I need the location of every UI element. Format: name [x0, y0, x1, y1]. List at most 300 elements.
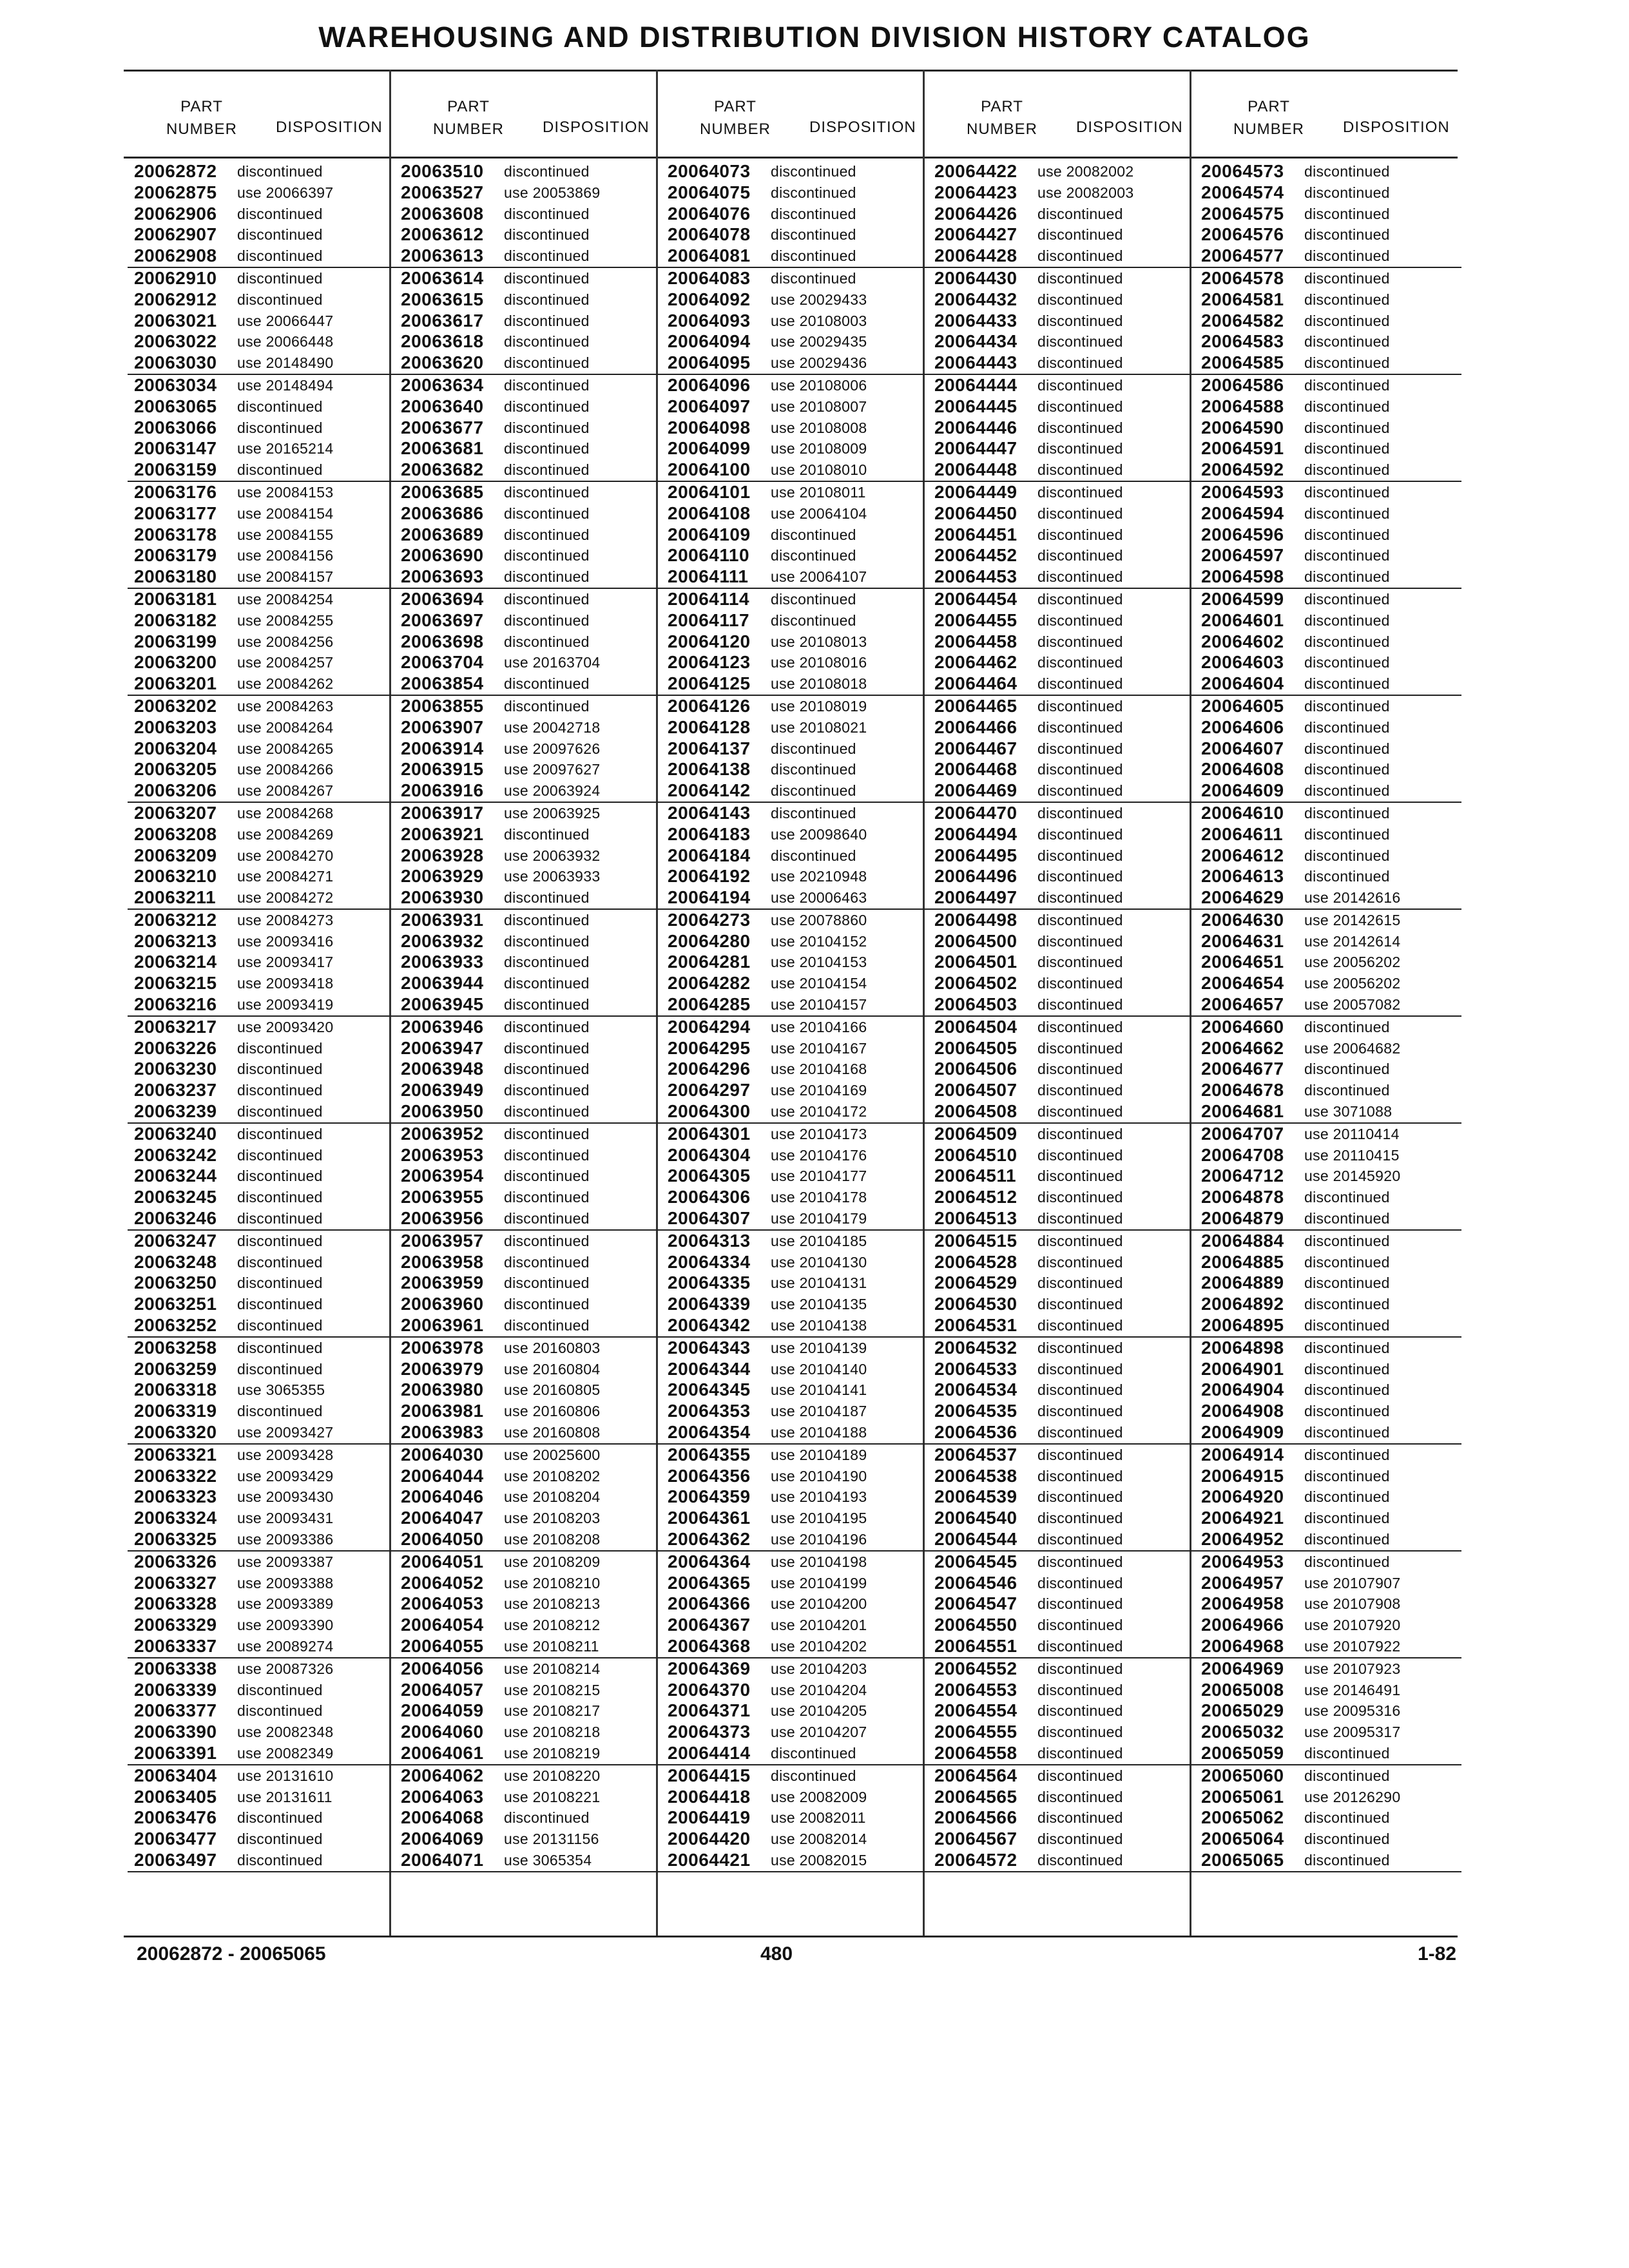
- table-row: [928, 803, 1195, 824]
- disposition: discontinued: [504, 1061, 590, 1078]
- table-row: [128, 482, 394, 503]
- disposition: discontinued: [1037, 1574, 1123, 1591]
- table-row: [1195, 652, 1461, 673]
- part-number: 20063329: [134, 1615, 217, 1635]
- disposition: use 20108018: [771, 675, 867, 693]
- disposition: use 20104185: [771, 1232, 867, 1249]
- disposition: discontinued: [1037, 1488, 1123, 1506]
- part-number: 20064120: [668, 631, 751, 651]
- part-number: 20063324: [134, 1508, 217, 1528]
- part-number: 20063180: [134, 566, 217, 587]
- disposition: use 20104204: [771, 1681, 867, 1698]
- part-number: 20062875: [134, 182, 217, 202]
- table-row: [128, 396, 394, 418]
- table-row: [128, 1787, 394, 1808]
- part-number: 20063916: [401, 780, 484, 801]
- part-number: 20064884: [1201, 1230, 1284, 1251]
- table-row: [928, 589, 1195, 610]
- disposition: discontinued: [1037, 291, 1123, 308]
- table-row: [928, 375, 1195, 396]
- table-row: [394, 1379, 661, 1401]
- table-row: [394, 1850, 661, 1872]
- part-number: 20064295: [668, 1037, 751, 1058]
- disposition: discontinued: [1037, 1702, 1123, 1720]
- table-row: [128, 652, 394, 673]
- part-number: 20063952: [401, 1123, 484, 1144]
- part-number: 20064605: [1201, 695, 1284, 716]
- table-row: [928, 289, 1195, 311]
- disposition: discontinued: [1304, 205, 1390, 222]
- part-number: 20064915: [1201, 1465, 1284, 1486]
- disposition: discontinued: [1304, 1274, 1390, 1292]
- disposition: use 20104207: [771, 1724, 867, 1741]
- table-row: [128, 866, 394, 887]
- table-row: [661, 161, 928, 182]
- part-number: 20064294: [668, 1016, 751, 1037]
- part-number: 20064592: [1201, 459, 1284, 480]
- part-number: 20063216: [134, 994, 217, 1015]
- disposition: use 20108208: [504, 1531, 601, 1548]
- table-row: [1195, 331, 1461, 352]
- table-row: [661, 1101, 928, 1124]
- table-row: [1195, 952, 1461, 973]
- table-row: [128, 545, 394, 566]
- disposition: discontinued: [504, 163, 590, 180]
- part-number: 20063246: [134, 1208, 217, 1229]
- table-row: [661, 780, 928, 803]
- disposition: discontinued: [771, 1767, 856, 1784]
- disposition: discontinued: [1304, 590, 1390, 608]
- part-number: 20064553: [934, 1679, 1017, 1700]
- table-row: [1195, 1208, 1461, 1231]
- disposition: use 20108016: [771, 654, 867, 671]
- part-number: 20064497: [934, 887, 1017, 908]
- table-row: [928, 182, 1195, 204]
- part-number: 20063201: [134, 673, 217, 694]
- part-number: 20065029: [1201, 1700, 1284, 1721]
- disposition: use 20104198: [771, 1553, 867, 1570]
- disposition: use 20108220: [504, 1767, 601, 1784]
- table-row: [661, 1787, 928, 1808]
- disposition: use 20082015: [771, 1851, 867, 1869]
- part-number: 20063933: [401, 952, 484, 972]
- part-number: 20064540: [934, 1508, 1017, 1528]
- disposition: use 20029436: [771, 354, 867, 372]
- disposition: discontinued: [1037, 1510, 1123, 1527]
- part-number: 20064606: [1201, 716, 1284, 737]
- disposition: use 20160808: [504, 1424, 601, 1441]
- table-row: [394, 631, 661, 653]
- disposition: discontinued: [237, 1189, 323, 1206]
- table-row: [128, 524, 394, 546]
- disposition: discontinued: [1304, 398, 1390, 415]
- disposition: discontinued: [1304, 782, 1390, 800]
- table-row: [394, 1101, 661, 1124]
- table-row: [928, 1829, 1195, 1850]
- footer-section: 1-82: [1418, 1943, 1457, 1965]
- part-number: 20064921: [1201, 1508, 1284, 1528]
- catalog-column: [928, 161, 1195, 1872]
- disposition: discontinued: [1037, 1274, 1123, 1292]
- disposition: discontinued: [1037, 1210, 1123, 1227]
- disposition: discontinued: [1037, 1018, 1123, 1035]
- disposition: discontinued: [1304, 1488, 1390, 1506]
- disposition: discontinued: [504, 312, 590, 329]
- disposition: use 20104167: [771, 1039, 867, 1057]
- table-row: [1195, 1445, 1461, 1466]
- part-number: 20063319: [134, 1401, 217, 1421]
- part-number: 20064362: [668, 1529, 751, 1549]
- disposition: discontinued: [771, 847, 856, 864]
- table-row: [394, 1636, 661, 1658]
- part-number: 20065061: [1201, 1786, 1284, 1807]
- table-row: [661, 931, 928, 952]
- table-row: [661, 1273, 928, 1294]
- part-number: 20064537: [934, 1444, 1017, 1465]
- disposition: discontinued: [1037, 547, 1123, 564]
- disposition: use 20093416: [237, 932, 334, 950]
- disposition: discontinued: [771, 590, 856, 608]
- table-row: [661, 204, 928, 225]
- disposition: use 20093388: [237, 1574, 334, 1591]
- part-number: 20064099: [668, 438, 751, 459]
- table-row: [128, 311, 394, 332]
- disposition: use 20108010: [771, 461, 867, 479]
- part-number: 20063215: [134, 973, 217, 994]
- table-row: [928, 1658, 1195, 1680]
- table-row: [128, 204, 394, 225]
- table-row: [1195, 1829, 1461, 1850]
- table-row: [661, 1722, 928, 1743]
- disposition: use 20104195: [771, 1510, 867, 1527]
- part-number: 20063961: [401, 1315, 484, 1336]
- table-row: [128, 824, 394, 845]
- part-number: 20064368: [668, 1635, 751, 1656]
- part-number: 20064566: [934, 1807, 1017, 1828]
- part-number: 20063244: [134, 1166, 217, 1186]
- disposition: discontinued: [237, 226, 323, 244]
- part-number: 20063640: [401, 396, 484, 416]
- disposition: discontinued: [1037, 1809, 1123, 1827]
- disposition: discontinued: [1037, 1724, 1123, 1741]
- part-number: 20063203: [134, 716, 217, 737]
- part-number: 20063690: [401, 545, 484, 566]
- part-number: 20064138: [668, 759, 751, 780]
- part-number: 20064495: [934, 845, 1017, 865]
- disposition: use 20104173: [771, 1125, 867, 1142]
- disposition: discontinued: [504, 505, 590, 522]
- part-number-header: PART NUMBER: [699, 98, 771, 138]
- part-number: 20064371: [668, 1700, 751, 1721]
- part-number: 20063213: [134, 930, 217, 951]
- part-number: 20064469: [934, 780, 1017, 801]
- table-row: [128, 1401, 394, 1422]
- table-row: [661, 952, 928, 973]
- disposition: use 3065354: [504, 1851, 592, 1869]
- part-number: 20064110: [668, 545, 750, 566]
- disposition: use 20107922: [1304, 1637, 1401, 1655]
- disposition: use 20084267: [237, 782, 334, 800]
- part-number: 20063377: [134, 1700, 217, 1721]
- disposition: use 20108212: [504, 1617, 601, 1634]
- table-row: [394, 866, 661, 887]
- part-number: 20064467: [934, 738, 1017, 758]
- table-row: [661, 1552, 928, 1573]
- disposition: discontinued: [237, 1403, 323, 1420]
- table-row: [1195, 182, 1461, 204]
- table-row: [1195, 1700, 1461, 1722]
- table-row: [1195, 1273, 1461, 1294]
- disposition: discontinued: [1304, 847, 1390, 864]
- table-row: [394, 1338, 661, 1359]
- disposition: use 20104202: [771, 1637, 867, 1655]
- table-row: [394, 1252, 661, 1273]
- table-row: [928, 717, 1195, 738]
- part-number: 20064423: [934, 182, 1017, 202]
- disposition: discontinued: [1037, 697, 1123, 715]
- part-number: 20064061: [401, 1742, 484, 1763]
- table-row: [661, 1038, 928, 1059]
- table-row: [928, 1466, 1195, 1487]
- table-row: [1195, 1187, 1461, 1208]
- table-row: [661, 503, 928, 524]
- disposition: discontinued: [237, 1360, 323, 1378]
- part-number: 20063686: [401, 503, 484, 523]
- part-number: 20063404: [134, 1765, 217, 1785]
- disposition: discontinued: [771, 804, 856, 822]
- table-row: [128, 1743, 394, 1765]
- disposition: use 20108003: [771, 312, 867, 329]
- disposition: discontinued: [504, 1018, 590, 1035]
- disposition: use 20104200: [771, 1595, 867, 1613]
- part-number: 20064889: [1201, 1273, 1284, 1293]
- part-number: 20064428: [934, 245, 1017, 266]
- disposition: use 20093417: [237, 954, 334, 971]
- table-row: [661, 1252, 928, 1273]
- part-number: 20064531: [934, 1315, 1017, 1336]
- part-number: 20063915: [401, 759, 484, 780]
- disposition: use 20104179: [771, 1210, 867, 1227]
- table-row: [1195, 1486, 1461, 1508]
- table-row: [394, 438, 661, 459]
- table-row: [928, 1529, 1195, 1552]
- table-row: [394, 459, 661, 482]
- disposition: use 20064107: [771, 568, 867, 586]
- disposition-header: DISPOSITION: [1343, 119, 1450, 136]
- part-number: 20064059: [401, 1700, 484, 1721]
- part-number: 20064051: [401, 1551, 484, 1571]
- table-row: [1195, 1059, 1461, 1080]
- table-row: [661, 182, 928, 204]
- disposition: discontinued: [1304, 440, 1390, 457]
- table-row: [928, 1743, 1195, 1765]
- part-number: 20064612: [1201, 845, 1284, 865]
- disposition: discontinued: [1037, 226, 1123, 244]
- part-number: 20064083: [668, 267, 751, 288]
- table-row: [928, 418, 1195, 439]
- disposition: use 20087326: [237, 1660, 334, 1677]
- table-row: [1195, 1401, 1461, 1422]
- disposition: discontinued: [1037, 1189, 1123, 1206]
- part-number: 20063230: [134, 1059, 217, 1079]
- table-row: [394, 375, 661, 396]
- part-number: 20063681: [401, 438, 484, 459]
- part-number: 20064365: [668, 1572, 751, 1593]
- part-number: 20063405: [134, 1786, 217, 1807]
- disposition: discontinued: [1037, 675, 1123, 693]
- part-number: 20064071: [401, 1849, 484, 1870]
- part-number: 20064361: [668, 1508, 751, 1528]
- disposition: use 20084269: [237, 825, 334, 843]
- table-row: [1195, 1529, 1461, 1552]
- part-number: 20064128: [668, 716, 751, 737]
- table-row: [928, 1593, 1195, 1615]
- disposition: discontinued: [1037, 1831, 1123, 1848]
- table-row: [394, 1038, 661, 1059]
- table-row: [928, 910, 1195, 931]
- part-number: 20063178: [134, 524, 217, 544]
- table-row: [928, 352, 1195, 375]
- table-row: [128, 1252, 394, 1273]
- part-number: 20064651: [1201, 952, 1284, 972]
- table-row: [128, 1187, 394, 1208]
- disposition: discontinued: [504, 1253, 590, 1271]
- disposition: use 20084272: [237, 889, 334, 907]
- disposition: use 20131156: [504, 1831, 599, 1848]
- part-number: 20064143: [668, 802, 751, 823]
- disposition: use 20145920: [1304, 1168, 1401, 1185]
- part-number: 20063614: [401, 267, 484, 288]
- part-number: 20063212: [134, 909, 217, 930]
- disposition: discontinued: [1304, 1210, 1390, 1227]
- part-number: 20063182: [134, 610, 217, 630]
- disposition: discontinued: [1037, 1660, 1123, 1677]
- part-number: 20063960: [401, 1294, 484, 1314]
- part-number: 20064506: [934, 1059, 1017, 1079]
- disposition: discontinued: [1304, 184, 1390, 201]
- table-row: [394, 1486, 661, 1508]
- table-row: [128, 1422, 394, 1445]
- part-number: 20064356: [668, 1465, 751, 1486]
- part-number: 20064898: [1201, 1337, 1284, 1358]
- part-number: 20064535: [934, 1401, 1017, 1421]
- part-number: 20064611: [1201, 823, 1284, 844]
- part-number: 20064094: [668, 331, 751, 352]
- table-row: [1195, 1765, 1461, 1787]
- part-number: 20063338: [134, 1658, 217, 1678]
- table-row: [928, 1379, 1195, 1401]
- table-row: [128, 717, 394, 738]
- part-number: 20063983: [401, 1422, 484, 1443]
- disposition: use 20108013: [771, 633, 867, 650]
- disposition: discontinued: [237, 1082, 323, 1099]
- table-row: [128, 1829, 394, 1850]
- table-row: [128, 1315, 394, 1338]
- part-number: 20063932: [401, 930, 484, 951]
- table-row: [128, 952, 394, 973]
- disposition: use 20093427: [237, 1424, 334, 1441]
- part-number: 20065008: [1201, 1679, 1284, 1700]
- table-row: [394, 803, 661, 824]
- disposition: discontinued: [1304, 312, 1390, 329]
- part-number: 20063855: [401, 695, 484, 716]
- disposition: discontinued: [1304, 740, 1390, 757]
- part-number: 20064462: [934, 652, 1017, 673]
- disposition: use 20165214: [237, 440, 334, 457]
- table-row: [1195, 631, 1461, 653]
- disposition: use 20064104: [771, 505, 867, 522]
- table-row: [394, 1680, 661, 1701]
- part-number: 20064654: [1201, 973, 1284, 994]
- part-number: 20064581: [1201, 289, 1284, 309]
- table-row: [1195, 673, 1461, 696]
- table-row: [928, 1787, 1195, 1808]
- part-number-header: PART NUMBER: [966, 98, 1037, 138]
- disposition: discontinued: [1304, 825, 1390, 843]
- part-number: 20063022: [134, 331, 217, 352]
- disposition: use 20082003: [1037, 184, 1134, 201]
- table-row: [394, 352, 661, 375]
- part-number: 20064630: [1201, 909, 1284, 930]
- disposition: discontinued: [1037, 568, 1123, 586]
- disposition: discontinued: [504, 590, 590, 608]
- disposition: use 20066397: [237, 184, 334, 201]
- part-number: 20063944: [401, 973, 484, 994]
- table-row: [394, 931, 661, 952]
- table-row: [661, 1829, 928, 1850]
- disposition: use 20084156: [237, 547, 334, 564]
- table-row: [928, 631, 1195, 653]
- disposition: use 20098640: [771, 825, 867, 843]
- part-number: 20063328: [134, 1593, 217, 1614]
- disposition: discontinued: [237, 1253, 323, 1271]
- disposition: discontinued: [1037, 825, 1123, 843]
- table-row: [128, 1615, 394, 1636]
- disposition: discontinued: [504, 1039, 590, 1057]
- part-number: 20064958: [1201, 1593, 1284, 1614]
- part-number-header: PART NUMBER: [1233, 98, 1304, 138]
- disposition: discontinued: [1037, 1360, 1123, 1378]
- disposition: discontinued: [504, 419, 590, 436]
- table-row: [661, 696, 928, 717]
- table-row: [1195, 1101, 1461, 1124]
- part-number: 20064596: [1201, 524, 1284, 544]
- disposition: discontinued: [1304, 868, 1390, 885]
- disposition: discontinued: [1304, 354, 1390, 372]
- disposition: discontinued: [504, 996, 590, 1014]
- disposition: use 20110415: [1304, 1146, 1400, 1164]
- disposition: discontinued: [1037, 996, 1123, 1014]
- disposition: discontinued: [1037, 954, 1123, 971]
- disposition: discontinued: [1037, 633, 1123, 650]
- table-row: [928, 738, 1195, 760]
- part-number: 20064533: [934, 1358, 1017, 1379]
- disposition: discontinued: [1304, 1531, 1390, 1548]
- disposition: discontinued: [1304, 1809, 1390, 1827]
- disposition: discontinued: [237, 1339, 323, 1356]
- part-number: 20064468: [934, 759, 1017, 780]
- part-number: 20064373: [668, 1722, 751, 1742]
- part-number: 20064184: [668, 845, 751, 865]
- table-row: [128, 931, 394, 952]
- part-number: 20064068: [401, 1807, 484, 1828]
- disposition: discontinued: [1037, 1403, 1123, 1420]
- disposition: use 20131611: [237, 1788, 333, 1805]
- part-number: 20064100: [668, 459, 751, 480]
- table-row: [928, 438, 1195, 459]
- table-row: [1195, 524, 1461, 546]
- table-row: [1195, 780, 1461, 803]
